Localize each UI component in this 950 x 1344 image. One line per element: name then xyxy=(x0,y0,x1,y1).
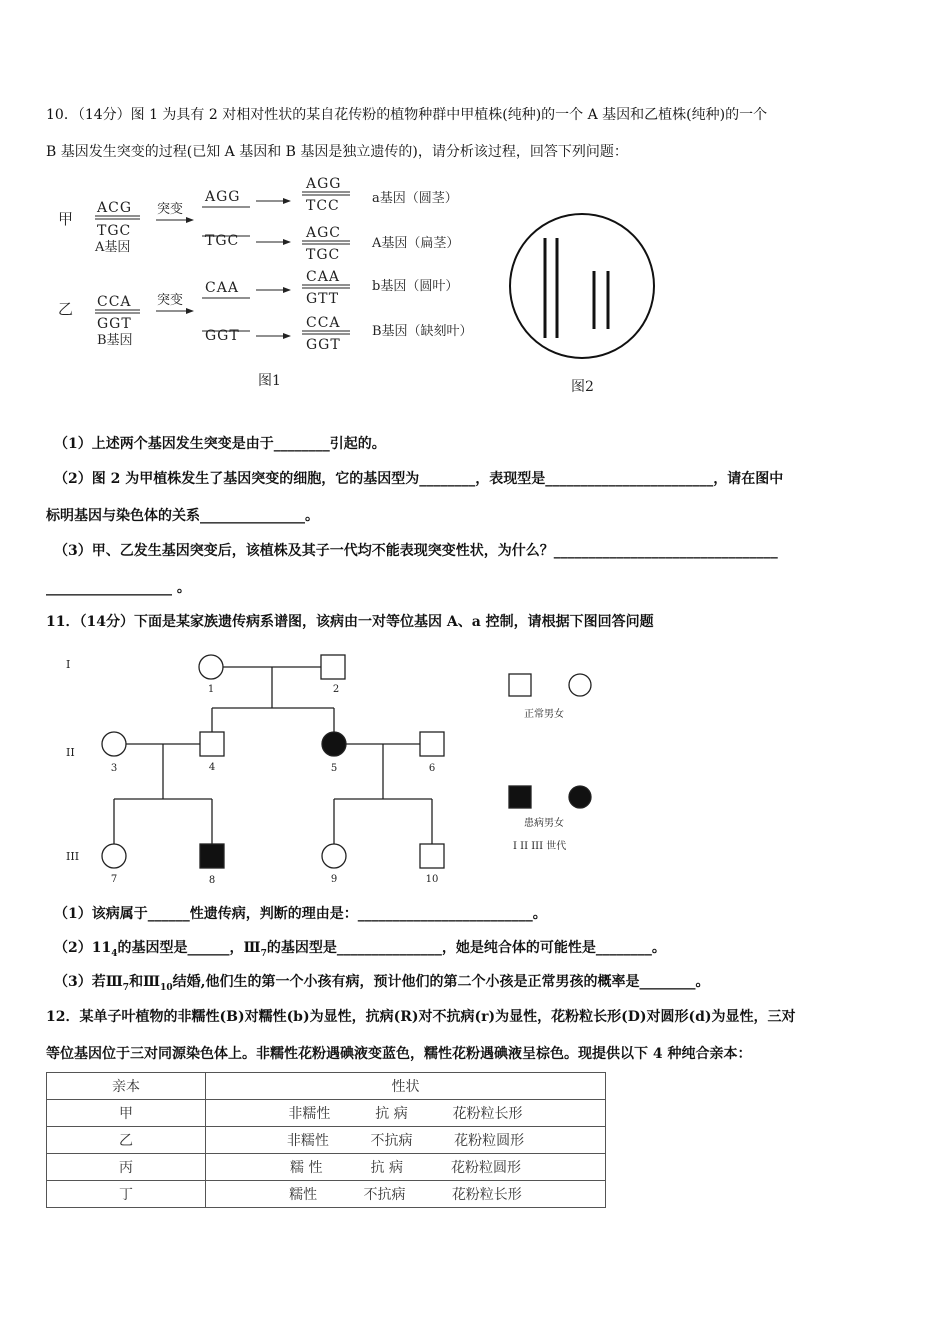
id-4: 4 xyxy=(208,762,216,773)
yi-top-strand: CCA xyxy=(97,294,132,310)
id-8: 8 xyxy=(208,875,216,886)
q12-line1: 12．某单子叶植物的非糯性(B)对糯性(b)为显性，抗病(R)对不抗病(r)为显性，花粉粒长形(D)对圆形(d)为显性，三对 xyxy=(46,1009,796,1025)
parent-cell: 丁 xyxy=(47,1181,206,1208)
figure-2-cell xyxy=(505,200,665,400)
legend-normal-male xyxy=(509,674,531,696)
r2-top: AGC xyxy=(306,225,342,241)
person-4-male-normal xyxy=(200,732,224,756)
jia-bottom-strand: TGC xyxy=(97,223,132,239)
yi-bottom-strand: GGT xyxy=(97,316,132,332)
figure-1-caption: 图1 xyxy=(258,373,281,389)
id-3: 3 xyxy=(110,763,118,774)
table-row xyxy=(47,1154,606,1181)
jia-top-strand: ACG xyxy=(97,200,133,216)
id-6: 6 xyxy=(428,763,436,774)
label-yi: 乙 xyxy=(58,300,74,318)
header-traits: 性状 xyxy=(206,1073,606,1100)
table-header-row xyxy=(47,1073,606,1100)
legend-generation-text: I II III 世代 xyxy=(513,841,567,852)
parent-cell: 甲 xyxy=(47,1100,206,1127)
r1-bottom: TCC xyxy=(306,198,340,214)
gen-label-3: III xyxy=(66,850,80,863)
table-row xyxy=(47,1100,606,1127)
m4: GGT xyxy=(205,328,240,344)
person-6-male-normal xyxy=(420,732,444,756)
person-7-female-normal xyxy=(102,844,126,868)
gen-label-1: I xyxy=(66,658,71,671)
legend-normal-female xyxy=(569,674,591,696)
person-3-female-normal xyxy=(102,732,126,756)
r3-top: CAA xyxy=(306,269,340,285)
legend-affected-female xyxy=(569,786,591,808)
person-1-female-normal xyxy=(199,655,223,679)
q10-sub1: （1）上述两个基因发生突变是由于________引起的。 xyxy=(54,436,386,452)
person-5-female-affected xyxy=(322,732,346,756)
q10-line2: B 基因发生突变的过程(已知 A 基因和 B 基因是独立遗传的)，请分析该过程，回答下列问题： xyxy=(46,144,628,160)
trait-cell: 糯性 不抗病 花粉粒长形 xyxy=(206,1181,606,1208)
mutation-label-2: 突变 xyxy=(157,293,184,308)
m2: TGC xyxy=(205,233,240,249)
r3-bottom: GTT xyxy=(306,291,340,307)
q10-sub3b: __________________ 。 xyxy=(46,580,191,596)
id-9: 9 xyxy=(330,874,338,885)
person-2-male-normal xyxy=(321,655,345,679)
mutation-label-1: 突变 xyxy=(157,202,184,217)
pedigree-chart xyxy=(0,640,640,890)
r4-top: CCA xyxy=(306,315,341,331)
q10-sub3a: （3）甲、乙发生基因突变后，该植株及其子一代均不能表现突变性状，为什么？________________________________ xyxy=(54,543,778,559)
parents-trait-table xyxy=(46,1072,606,1208)
person-8-male-affected xyxy=(200,844,224,868)
parent-cell: 乙 xyxy=(47,1127,206,1154)
r3-label: b基因（圆叶） xyxy=(372,279,459,294)
label-jia: 甲 xyxy=(58,210,74,228)
cell-outline xyxy=(510,214,654,358)
jia-gene-label: A基因 xyxy=(95,240,131,255)
r1-top: AGG xyxy=(306,176,342,192)
q10-sub2a: （2）图 2 为甲植株发生了基因突变的细胞，它的基因型为________，表现型是________________________，请在图中 xyxy=(54,471,784,487)
r4-label: B基因（缺刻叶） xyxy=(372,324,473,339)
legend-affected-male xyxy=(509,786,531,808)
q10-sub2b: 标明基因与染色体的关系_______________。 xyxy=(46,508,319,524)
id-2: 2 xyxy=(332,684,340,695)
trait-cell: 非糯性 抗 病 花粉粒长形 xyxy=(206,1100,606,1127)
q11-sub3: （3）若$Ⅲ_7$和$Ⅲ_{10}$结婚,他们生的第一个小孩有病，预计他们的第二个小孩是正常男孩的概率是________。 xyxy=(54,974,710,993)
id-1: 1 xyxy=(207,684,215,695)
header-parent: 亲本 xyxy=(47,1073,206,1100)
figure-2-caption: 图2 xyxy=(571,379,594,395)
q10-line1: 10．（14分）图 1 为具有 2 对相对性状的某自花传粉的植物种群中甲植株(纯种)的一个 A 基因和乙植株(纯种)的一个 xyxy=(46,107,768,123)
person-10-male-normal xyxy=(420,844,444,868)
m1: AGG xyxy=(205,189,241,205)
yi-gene-label: B基因 xyxy=(97,333,133,348)
q11-sub1: （1）该病属于______性遗传病，判断的理由是：_________________________。 xyxy=(54,906,547,922)
m3: CAA xyxy=(205,280,239,296)
parent-cell: 丙 xyxy=(47,1154,206,1181)
id-10: 10 xyxy=(425,874,439,885)
id-7: 7 xyxy=(110,874,118,885)
trait-cell: 非糯性 不抗病 花粉粒圆形 xyxy=(206,1127,606,1154)
q11-sub2: $(2)11_4$的基因型是______，$Ⅲ_7$的基因型是_______________，她是纯合体的可能性是________。 xyxy=(54,940,666,959)
q11-title: 11．（14分）下面是某家族遗传病系谱图，该病由一对等位基因 A、a 控制，请根据下图回答问题 xyxy=(46,614,654,630)
table-row xyxy=(47,1127,606,1154)
trait-cell: 糯 性 抗 病 花粉粒圆形 xyxy=(206,1154,606,1181)
r1-label: a基因（圆茎） xyxy=(372,191,458,206)
person-9-female-normal xyxy=(322,844,346,868)
r2-label: A基因（扁茎） xyxy=(372,236,460,251)
r2-bottom: TGC xyxy=(306,247,341,263)
q12-line2: 等位基因位于三对同源染色体上。非糯性花粉遇碘液变蓝色，糯性花粉遇碘液呈棕色。现提供以下 4 种纯合亲本： xyxy=(46,1046,752,1062)
gen-label-2: II xyxy=(66,746,75,759)
r4-bottom: GGT xyxy=(306,337,341,353)
legend-normal-text: 正常男女 xyxy=(524,709,564,720)
figure-1-gene-mutation xyxy=(0,170,520,400)
table-row xyxy=(47,1181,606,1208)
legend-affected-text: 患病男女 xyxy=(524,818,564,829)
id-5: 5 xyxy=(330,763,338,774)
